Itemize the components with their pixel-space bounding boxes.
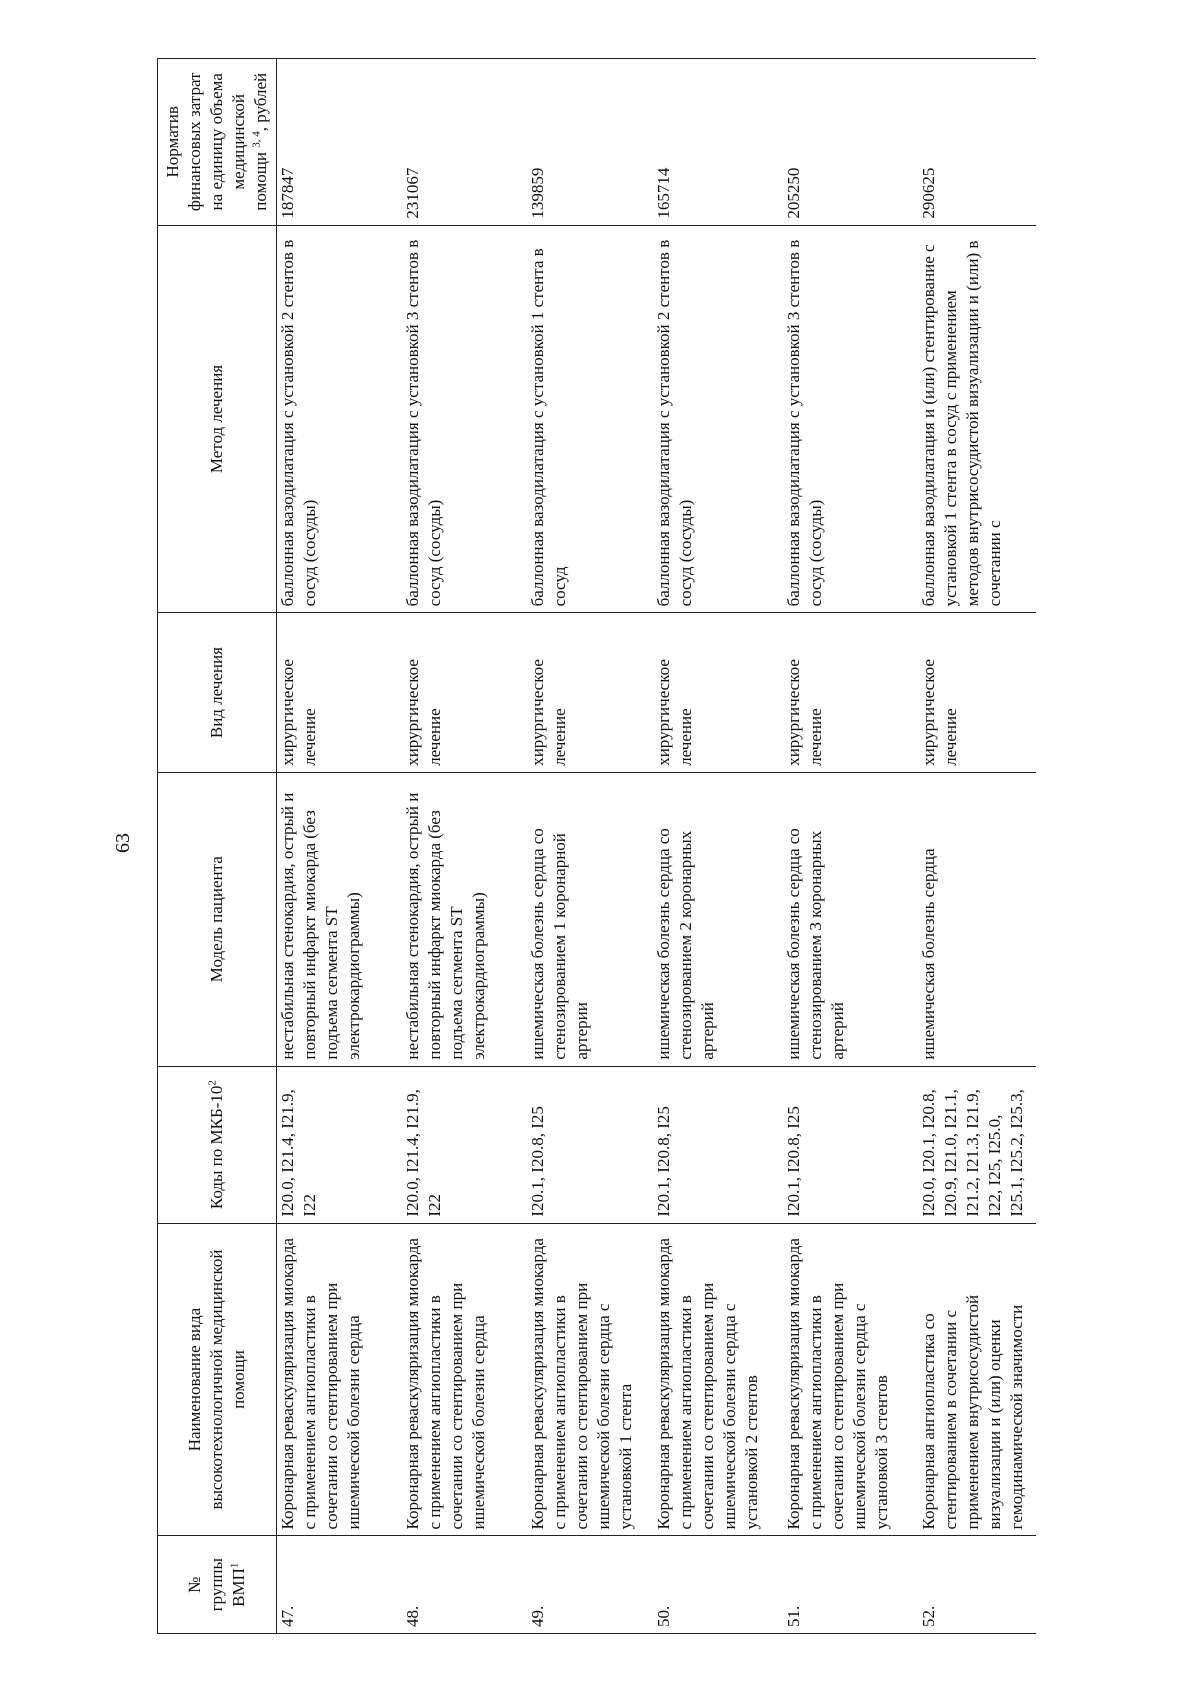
cell-model: ишемическая болезнь сердца со стенозированием 3 коронарных артерий — [783, 772, 918, 1066]
header-codes — [158, 1066, 277, 1223]
cell-model: ишемическая болезнь сердца — [918, 772, 1036, 1066]
cell-name: Коронарная ангиопластика со стентированием в сочетании с применением внутрисосудистой визуализации и (или) оценки гемодинамической значимости — [918, 1223, 1036, 1536]
header-num-symbol: № — [185, 1576, 204, 1593]
cell-name: Коронарная реваскуляризация миокарда с применением ангиопластики в сочетании со стентированием при ишемической болезни сердца с установкой 3 стентов — [783, 1223, 918, 1536]
table-row — [402, 59, 527, 1634]
table-row — [918, 59, 1036, 1634]
table-row — [527, 59, 653, 1634]
header-codes-text: Коды по МКБ-10 — [207, 1085, 226, 1210]
cell-num: 49. — [527, 1536, 653, 1634]
header-num-group: группы — [207, 1558, 226, 1612]
cell-name: Коронарная реваскуляризация миокарда с применением ангиопластики в сочетании со стентированием при ишемической болезни сердца с установкой 2 стентов — [653, 1223, 783, 1536]
header-kind: Вид лечения — [158, 613, 277, 772]
header-num-footnote: 1 — [228, 1562, 241, 1569]
header-norm-suffix: , рублей — [251, 72, 270, 132]
cell-kind: хирургическое лечение — [918, 613, 1036, 772]
cell-method: баллонная вазодилатация с установкой 1 стента в сосуд — [527, 225, 653, 613]
header-norm — [158, 59, 277, 226]
cell-norm: 290625 — [918, 59, 1036, 226]
cell-kind: хирургическое лечение — [527, 613, 653, 772]
cell-model: нестабильная стенокардия, острый и повторный инфаркт миокарда (без подъема сегмента ST электрокардиограммы) — [402, 772, 527, 1066]
cell-codes: I20.1, I20.8, I25 — [527, 1066, 653, 1223]
cell-codes: I20.0, I20.1, I20.8, I20.9, I21.0, I21.1, I21.2, I21.3, I21.9, I22, I25, I25.0, I25.1, I25.2, I25.3, — [918, 1066, 1036, 1223]
cell-norm: 187847 — [277, 59, 403, 226]
cell-method: баллонная вазодилатация с установкой 2 стентов в сосуд (сосуды) — [277, 225, 403, 613]
cell-num: 48. — [402, 1536, 527, 1634]
cell-model: ишемическая болезнь сердца со стенозированием 2 коронарных артерий — [653, 772, 783, 1066]
cell-model: нестабильная стенокардия, острый и повторный инфаркт миокарда (без подъема сегмента ST электрокардиограммы) — [277, 772, 403, 1066]
cell-codes: I20.0, I21.4, I21.9, I22 — [277, 1066, 403, 1223]
cell-num: 51. — [783, 1536, 918, 1634]
table-row — [783, 59, 918, 1634]
cell-kind: хирургическое лечение — [402, 613, 527, 772]
cell-kind: хирургическое лечение — [783, 613, 918, 772]
header-group-number — [158, 1536, 277, 1634]
cell-method: баллонная вазодилатация с установкой 2 стентов в сосуд (сосуды) — [653, 225, 783, 613]
cell-name: Коронарная реваскуляризация миокарда с применением ангиопластики в сочетании со стентированием при ишемической болезни сердца — [402, 1223, 527, 1536]
cell-codes: I20.0, I21.4, I21.9, I22 — [402, 1066, 527, 1223]
header-method: Метод лечения — [158, 225, 277, 613]
cell-kind: хирургическое лечение — [277, 613, 403, 772]
cell-num: 52. — [918, 1536, 1036, 1634]
cell-name: Коронарная реваскуляризация миокарда с применением ангиопластики в сочетании со стентированием при ишемической болезни сердца — [277, 1223, 403, 1536]
cell-norm: 165714 — [653, 59, 783, 226]
cell-codes: I20.1, I20.8, I25 — [653, 1066, 783, 1223]
cell-method: баллонная вазодилатация с установкой 3 стентов в сосуд (сосуды) — [402, 225, 527, 613]
cell-codes: I20.1, I20.8, I25 — [783, 1066, 918, 1223]
cell-name: Коронарная реваскуляризация миокарда с применением ангиопластики в сочетании со стентированием при ишемической болезни сердца с установкой 1 стента — [527, 1223, 653, 1536]
header-num-vmp: ВМП — [229, 1568, 248, 1607]
cell-norm: 205250 — [783, 59, 918, 226]
header-norm-text: Норматив финансовых затрат на единицу объема медицинской помощи — [163, 72, 270, 212]
table-row — [277, 59, 403, 1634]
cell-norm: 139859 — [527, 59, 653, 226]
cell-kind: хирургическое лечение — [653, 613, 783, 772]
cell-num: 50. — [653, 1536, 783, 1634]
cell-method: баллонная вазодилатация с установкой 3 стентов в сосуд (сосуды) — [783, 225, 918, 613]
cell-model: ишемическая болезнь сердца со стенозированием 1 коронарной артерии — [527, 772, 653, 1066]
header-name: Наименование вида высокотехнологичной медицинской помощи — [158, 1223, 277, 1536]
cell-method: баллонная вазодилатация и (или) стентирование с установкой 1 стента в сосуд с применением методов внутрисосудистой визуализации и (или) в сочетании с — [918, 225, 1036, 613]
cell-norm: 231067 — [402, 59, 527, 226]
rotated-table-container — [157, 58, 1050, 1634]
vmp-table — [157, 58, 1036, 1634]
header-codes-footnote: 2 — [206, 1080, 219, 1086]
header-norm-footnote: 3, 4 — [250, 131, 263, 148]
page-number: 63 — [112, 833, 134, 853]
table-header-row — [158, 59, 277, 1634]
header-model: Модель пациента — [158, 772, 277, 1066]
cell-num: 47. — [277, 1536, 403, 1634]
table-row — [653, 59, 783, 1634]
